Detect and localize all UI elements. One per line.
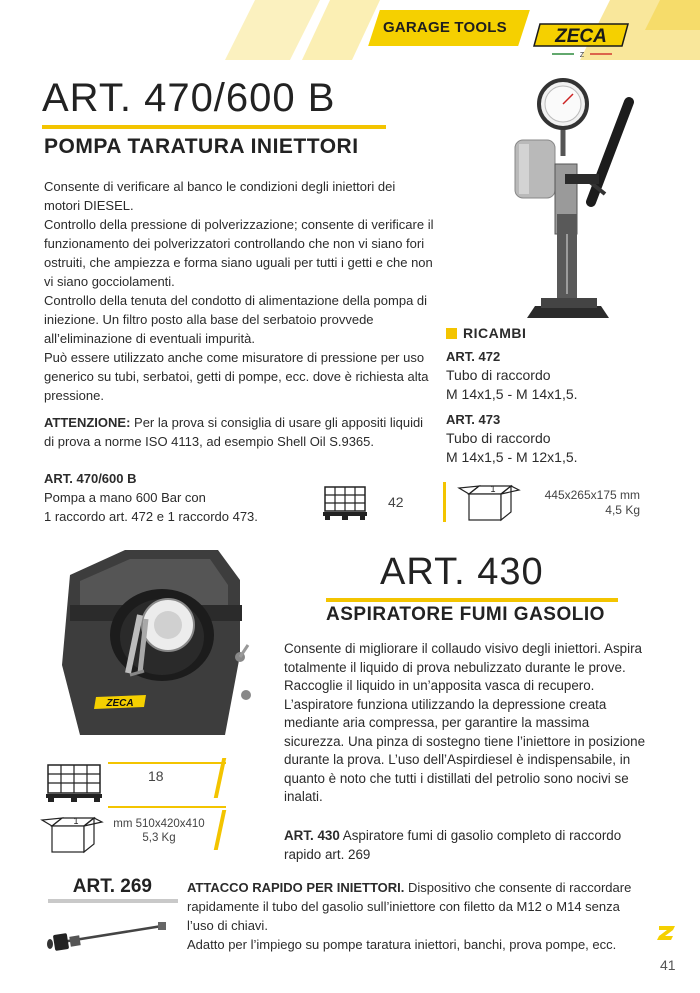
divider [108,806,226,808]
article-470-description [44,177,434,405]
divider [214,758,227,798]
spare-parts-title: RICAMBI [463,325,527,341]
desc-paragraph: Controllo della pressione di polverizzazione; consente di verificare il funzionamento dei polverizzatori controllando che non vi siano fori ostruiti, che ampiezza e forma siano uguali per tutti i getti e che non vi siano gocciolamenti. [44,217,434,289]
order-desc-line: 1 raccordo art. 472 e 1 raccordo 473. [44,509,258,524]
attention-note [44,413,434,451]
quick-coupler-image [44,912,174,956]
desc-paragraph: Controllo della tenuta del condotto di alimentazione della pompa di iniezione. Un filtro posto alla base del serbatoio provvede all’eliminazione di eventuali impurità. [44,293,428,346]
pallet-icon [44,763,104,803]
article-470-order-info [44,469,314,526]
box-icon [455,480,525,524]
fume-aspirator-image [50,545,275,750]
desc-text: Dispositivo che consente di raccordare rapidamente il tubo del gasolio sull’iniettore con filetto da M12 o M14 senza l’uso di chiavi. [187,880,632,933]
article-430-order-info [284,826,654,864]
title-underline [48,899,178,903]
spare-part-desc: M 14x1,5 - M 12x1,5. [446,449,578,465]
spare-part-code: ART. 472 [446,349,501,364]
brand-name: ZECA [555,26,607,47]
order-desc-line: Pompa a mano 600 Bar con [44,490,206,505]
brand-logo [532,22,632,62]
section-label: GARAGE TOOLS [383,19,507,36]
order-text: Aspiratore fumi di gasolio completo di raccordo rapido art. 269 [284,828,622,862]
article-470-title: ART. 470/600 B [42,76,336,120]
article-269-description [187,878,647,954]
desc-paragraph: Può essere utilizzato anche come misuratore di pressione per uso generico su tubi, serbatoi, getti di pompe, ecc. dove è richiesta alta pressione. [44,350,429,403]
desc-text: Adatto per l’impiego su pompe taratura iniettori, banchi, prova pompe, ecc. [187,937,617,952]
article-430-title: ART. 430 [380,551,544,593]
subtitle-underline [326,598,618,602]
pallet-icon [322,483,368,521]
spare-part-item [446,410,646,467]
product-label: ZECA [106,698,134,709]
order-code: ART. 470/600 B [44,471,137,486]
box-icon [38,812,108,856]
bullet-square-icon [446,328,457,339]
spare-part-item [446,347,646,404]
article-430-description: Consente di migliorare il collaudo visivo degli iniettori. Aspira totalmente il liquido di prova nebulizzato durante le prove. Raccoglie il liquido in un’apposita vasca di recupero. L’aspiratore funziona utilizzando la depressione creata mediante aria compressa, per garantire la massima sicurezza. Una pinza di sostegno tiene l’iniettore in posizione durante la prova. L’uso dell’Aspirdiesel è indispensabile, in quanto è noto che tutti i distillati del petrolio sono nocivi se inalati. [284,641,646,804]
desc-paragraph: Consente di verificare al banco le condizioni degli iniettori dei motori DIESEL. [44,179,396,213]
box-weight: 4,5 Kg [605,503,640,517]
spare-part-desc: M 14x1,5 - M 14x1,5. [446,386,578,402]
article-269-title: ART. 269 [72,876,152,897]
spare-part-code: ART. 473 [446,412,501,427]
box-weight: 5,3 Kg [142,832,176,844]
box-size: mm 510x420x410 [113,818,205,830]
box-dimensions [108,817,210,845]
brand-sub: Z [579,52,585,59]
injector-test-pump-image [505,74,655,324]
pallet-quantity: 42 [388,494,404,510]
spare-parts-heading [446,325,646,341]
attention-label: ATTENZIONE: [44,415,131,430]
pallet-quantity: 18 [148,768,164,784]
box-size: 445x265x175 mm [544,488,640,502]
spare-part-desc: Tubo di raccordo [446,430,551,446]
desc-heading: ATTACCO RAPIDO PER INIETTORI. [187,880,405,895]
box-count: 1 [73,816,79,826]
subtitle-underline [42,125,386,129]
article-470-subtitle: POMPA TARATURA INIETTORI [44,135,359,158]
divider [443,482,446,522]
divider [108,762,226,764]
corner-logo-mark [657,924,677,942]
spare-parts [446,325,646,467]
box-count: 1 [490,484,496,494]
box-dimensions [528,488,640,518]
attention-text: Per la prova si consiglia di usare gli appositi liquidi di prova a norme ISO 4113, ad esempio Shell Oil S.9365. [44,415,424,449]
page-number: 41 [660,957,676,973]
article-430-subtitle: ASPIRATORE FUMI GASOLIO [326,604,605,625]
divider [214,810,227,850]
spare-part-desc: Tubo di raccordo [446,367,551,383]
order-code: ART. 430 [284,828,340,843]
